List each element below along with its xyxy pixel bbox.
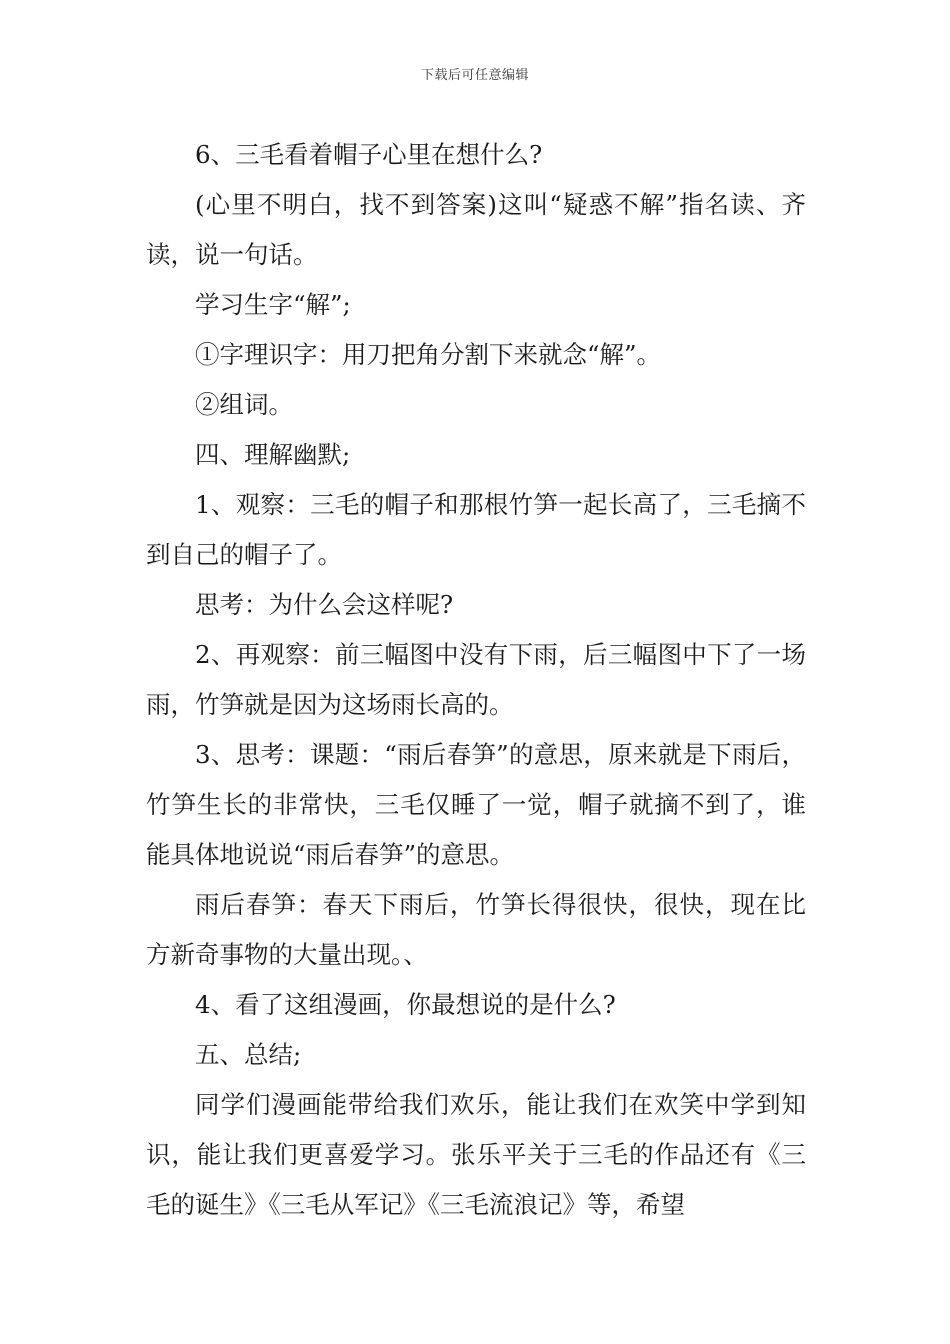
paragraph: 2、再观察：前三幅图中没有下雨，后三幅图中下了一场雨，竹笋就是因为这场雨长高的。 — [146, 640, 806, 719]
paragraph: ②组词。 — [195, 390, 293, 419]
page-header: 下载后可任意编辑 — [420, 68, 529, 83]
paragraph: 雨后春笋：春天下雨后，竹笋长得很快，很快，现在比方新奇事物的大量出现。、 — [146, 890, 806, 969]
paragraph: 1、观察：三毛的帽子和那根竹笋一起长高了，三毛摘不到自己的帽子了。 — [146, 490, 806, 569]
paragraph: 同学们漫画能带给我们欢乐，能让我们在欢笑中学到知识，能让我们更喜爱学习。张乐平关于三毛的作品还有《三毛的诞生》《三毛从军记》《三毛流浪记》等，希望 — [146, 1090, 806, 1219]
section-heading: 五、总结; — [195, 1040, 302, 1069]
paragraph: 学习生字“解”; — [195, 290, 351, 319]
document-body — [146, 130, 806, 1230]
paragraph: ①字理识字：用刀把角分割下来就念“解”。 — [195, 340, 662, 369]
paragraph: 6、三毛看着帽子心里在想什么? — [195, 140, 543, 169]
paragraph: 4、看了这组漫画，你最想说的是什么? — [195, 990, 616, 1019]
paragraph: (心里不明白，找不到答案)这叫“疑惑不解”指名读、齐读，说一句话。 — [146, 190, 806, 269]
section-heading: 四、理解幽默; — [195, 440, 351, 469]
paragraph: 思考：为什么会这样呢? — [195, 590, 454, 619]
paragraph: 3、思考：课题：“雨后春笋”的意思，原来就是下雨后，竹笋生长的非常快，三毛仅睡了一觉，帽子就摘不到了，谁能具体地说说“雨后春笋”的意思。 — [146, 740, 806, 869]
